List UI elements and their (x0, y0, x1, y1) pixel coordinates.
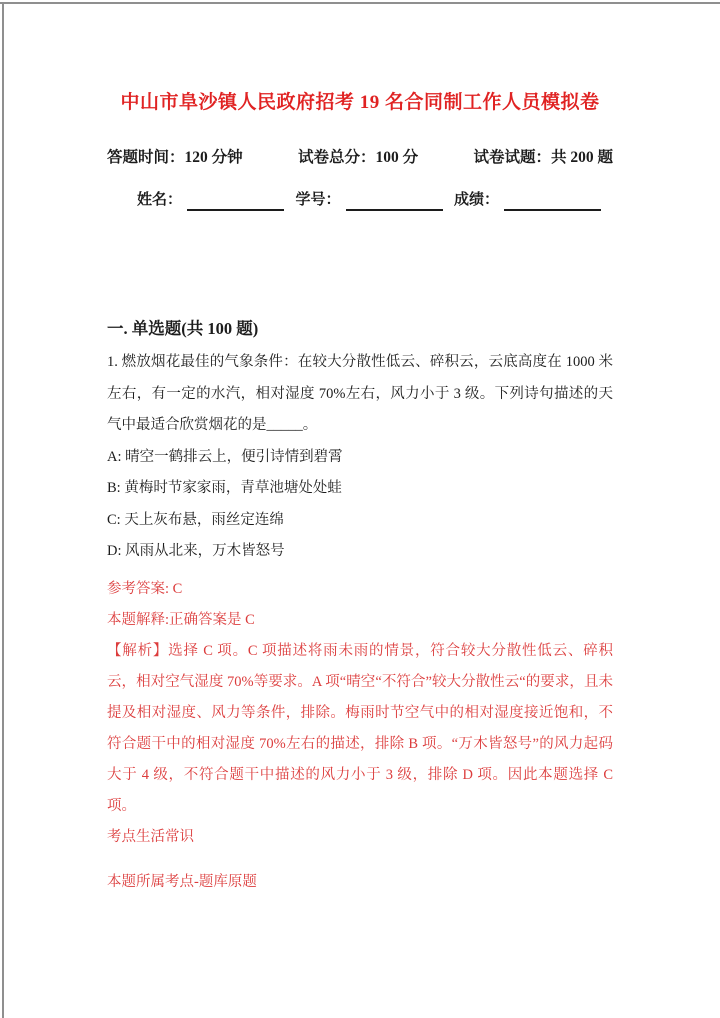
name-field-blank (187, 194, 284, 211)
section-heading: 一. 单选题(共 100 题) (107, 319, 259, 338)
meta-duration: 答题时间：120 分钟 (107, 149, 243, 166)
knowledge-point: 考点生活常识 (107, 828, 194, 845)
score-field-label: 成绩： (453, 192, 499, 208)
score-field-blank (504, 194, 601, 211)
name-field (137, 189, 284, 211)
score-field (454, 189, 601, 211)
option-c: C: 天上灰布悬，雨丝定连绵 (107, 511, 284, 528)
question-stem: 1. 燃放烟花最佳的气象条件：在较大分散性低云、碎积云，云底高度在 1000 米左右，有一定的水汽，相对湿度 70%左右，风力小于 3 级。下列诗句描述的天气中最适合欣赏烟花的是_____。 (107, 354, 613, 433)
question-source: 本题所属考点-题库原题 (107, 873, 257, 890)
answer-block (107, 574, 613, 898)
name-field-label: 姓名： (137, 192, 183, 208)
student-id-field-blank (346, 194, 443, 211)
option-d: D: 风雨从北来，万木皆怒号 (107, 543, 285, 559)
exam-meta-line (107, 146, 613, 170)
meta-question-count: 试卷试题：共 200 题 (473, 149, 613, 166)
option-list (107, 442, 613, 568)
answer-explanation: 本题解释:正确答案是 C (107, 611, 255, 628)
student-id-field-label: 学号： (295, 192, 341, 208)
option-a: A: 晴空一鹤排云上，便引诗情到碧霄 (107, 448, 343, 465)
option-b: B: 黄梅时节家家雨，青草池塘处处蛙 (107, 480, 342, 496)
student-id-field (295, 189, 442, 211)
reference-answer: 参考答案: C (107, 580, 183, 597)
page-left-rule (2, 2, 4, 1018)
meta-total-score: 试卷总分：100 分 (297, 149, 419, 166)
exam-title: 中山市阜沙镇人民政府招考 19 名合同制工作人员模拟卷 (120, 92, 600, 113)
answer-analysis: 【解析】选择 C 项。C 项描述将雨未雨的情景，符合较大分散性低云、碎积云，相对空气湿度 70%等要求。A 项“晴空“不符合”较大分散性云“的要求，且未提及相对湿度、风力等条件，排除。梅雨时节空气中的相对湿度接近饱和，不符合题干中的相对湿度 70%左右的描述，排除 B 项。“万木皆怒号”的风力起码大于 4 级，不符合题干中描述的风力小于 3 级，排除 D 项。因此本题选择 C 项。 (107, 642, 613, 814)
page-content (107, 0, 613, 898)
student-info-row (107, 189, 613, 211)
